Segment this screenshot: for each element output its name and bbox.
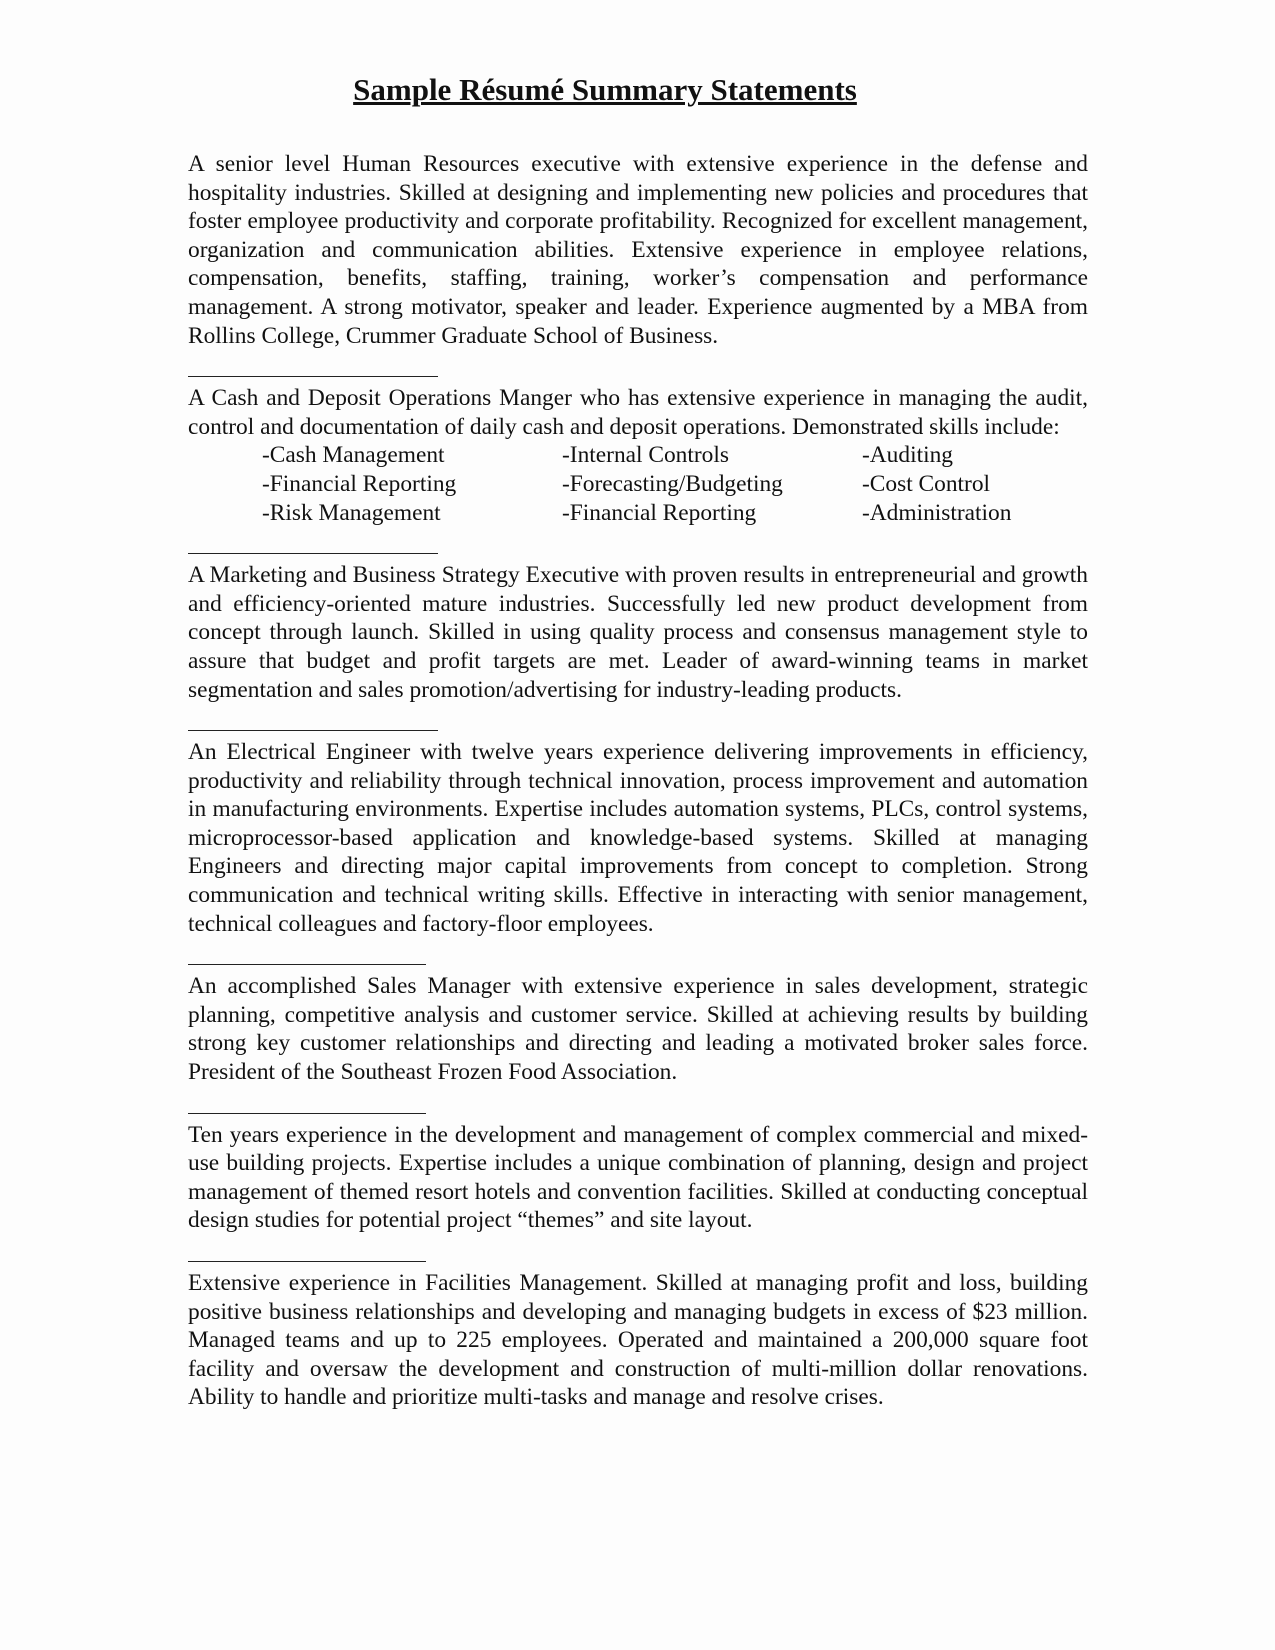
summary-facilities-management: Extensive experience in Facilities Management. Skilled at managing profit and loss, building positive business relationships and developing and managing budgets in excess of $23 million. Managed teams and up to 225 employees. Operated and maintained a 200,000 square foot facility and oversaw the development and construction of multi-million dollar renovations. Ability to handle and prioritize multi-tasks and manage and resolve crises. xyxy=(188,1270,1088,1411)
summary-cash-deposit-manager: A Cash and Deposit Operations Manger who has extensive experience in managing the audit, control and documentation of daily cash and deposit operations. Demonstrated skills include: xyxy=(188,385,1088,440)
skill-item: -Internal Controls xyxy=(562,442,729,469)
separator xyxy=(188,712,438,731)
skill-item: -Cash Management xyxy=(262,442,445,469)
skill-item: -Forecasting/Budgeting xyxy=(562,470,783,497)
summary-electrical-engineer: An Electrical Engineer with twelve years experience delivering improvements in efficiency, productivity and reliability through technical innovation, process improvement and automation in manufacturing environments. Expertise includes automation systems, PLCs, control systems, microprocessor-based application and knowledge-based systems. Skilled at managing Engineers and directing major capital improvements from concept to completion. Strong communication and technical writing skills. Effective in interacting with senior management, technical colleagues and factory-floor employees. xyxy=(188,739,1088,937)
separator xyxy=(188,1095,426,1114)
document-body xyxy=(188,150,1088,1412)
skill-item: -Administration xyxy=(862,499,1012,526)
summary-hr-executive: A senior level Human Resources executive with extensive experience in the defense and hospitality industries. Skilled at designing and implementing new policies and procedures that foster employee productivity and corporate profitability. Recognized for excellent management, organization and communication abilities. Extensive experience in employee relations, compensation, benefits, staffing, training, worker’s compensation and performance management. A strong motivator, speaker and leader. Experience augmented by a MBA from Rollins College, Crummer Graduate School of Business. xyxy=(188,151,1088,349)
separator xyxy=(188,1243,426,1262)
skill-item: -Cost Control xyxy=(862,470,991,497)
summary-building-projects: Ten years experience in the development and management of complex commercial and mixed-use building projects. Expertise includes a unique combination of planning, design and project management of themed resort hotels and convention facilities. Skilled at conducting conceptual design studies for potential project “themes” and site layout. xyxy=(188,1121,1088,1234)
skill-item: -Financial Reporting xyxy=(562,499,757,526)
skills-list xyxy=(188,441,1088,527)
separator xyxy=(188,535,438,554)
skill-item: -Auditing xyxy=(862,442,953,469)
page-title: Sample Résumé Summary Statements xyxy=(353,72,857,107)
summary-sales-manager: An accomplished Sales Manager with extensive experience in sales development, strategic planning, competitive analysis and customer service. Skilled at achieving results by building strong key customer relationships and directing and leading a motivated broker sales force. President of the Southeast Frozen Food Association. xyxy=(188,973,1088,1086)
skill-item: -Risk Management xyxy=(262,499,441,526)
separator xyxy=(188,946,426,965)
summary-marketing-executive: A Marketing and Business Strategy Executive with proven results in entrepreneurial and growth and efficiency-oriented mature industries. Successfully led new product development from concept through launch. Skilled in using quality process and consensus management style to assure that budget and profit targets are met. Leader of award-winning teams in market segmentation and sales promotion/advertising for industry-leading products. xyxy=(188,562,1088,703)
separator xyxy=(188,358,438,377)
skill-item: -Financial Reporting xyxy=(262,470,457,497)
